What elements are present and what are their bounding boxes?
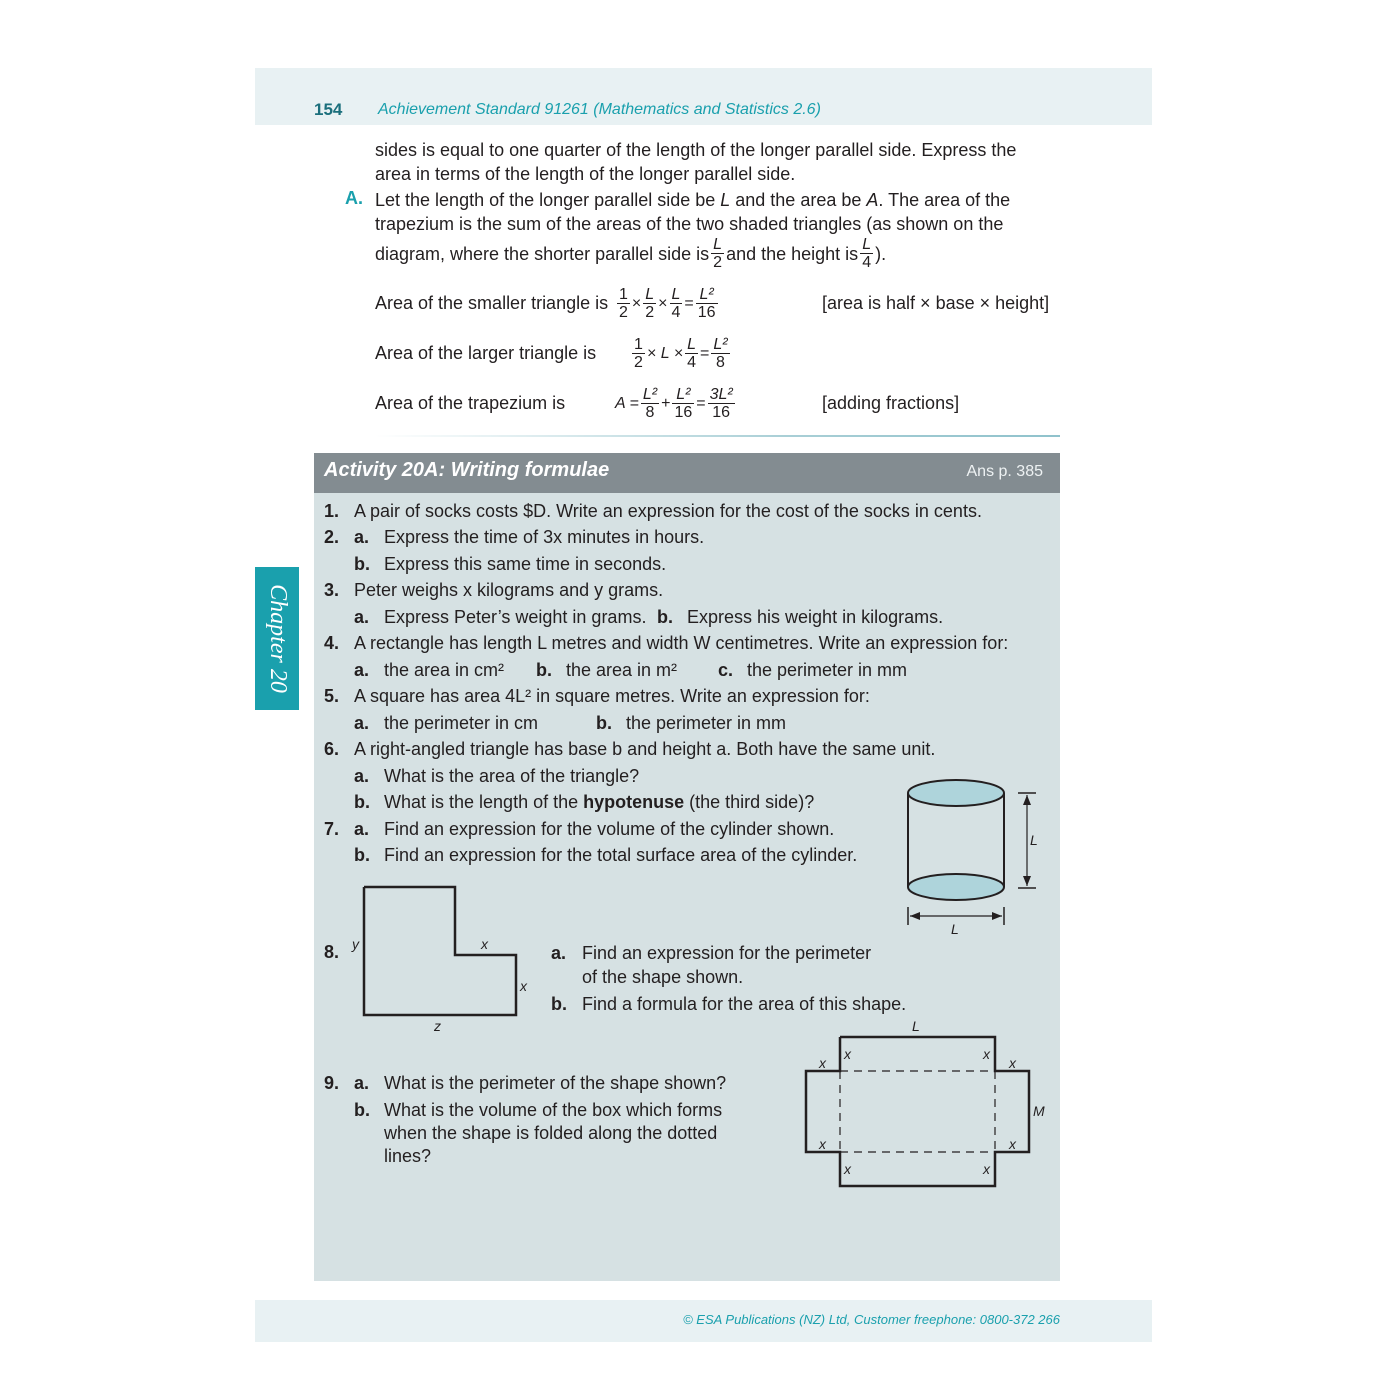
question-3-text: Peter weighs x kilograms and y grams.: [354, 580, 664, 600]
calc-label: Area of the trapezium is: [375, 393, 566, 413]
l-shape-x-right-label: x: [520, 978, 527, 994]
l-shape-x-top-label: x: [481, 936, 488, 952]
question-9b-text: What is the volume of the box which forms: [384, 1100, 723, 1120]
question-number: 5.: [324, 686, 340, 706]
lhs: A =: [615, 394, 639, 412]
denominator: 8: [645, 404, 655, 421]
cylinder-diagram: [900, 775, 1050, 935]
question-6b-text: [384, 791, 814, 813]
numerator: L²: [696, 286, 718, 304]
denominator: 16: [712, 404, 731, 421]
l-shape-diagram: [344, 883, 544, 1033]
activity-title: Activity 20A: Writing formulae: [324, 459, 610, 481]
question-2a-text: Express the time of 3x minutes in hours.: [384, 527, 705, 547]
calc-label: Area of the larger triangle is: [375, 343, 597, 363]
question-2b-text: Express this same time in seconds.: [384, 554, 667, 574]
question-number: 2.: [324, 527, 340, 547]
sub-label: a.: [354, 766, 370, 786]
fraction: [711, 236, 724, 271]
numerator: L: [687, 336, 696, 353]
sub-label: a.: [354, 607, 370, 627]
answer-line-3: [375, 236, 886, 271]
numerator: L²: [642, 386, 658, 403]
l-shape-y-label: y: [352, 936, 359, 952]
operator: ×: [658, 294, 668, 312]
denominator: 4: [671, 304, 681, 321]
question-9b-text-cont: when the shape is folded along the dotted: [384, 1123, 718, 1143]
calc-label: Area of the smaller triangle is: [375, 293, 609, 313]
numerator: L²: [672, 386, 694, 404]
question-4c-text: the perimeter in mm: [747, 660, 908, 680]
question-number: 9.: [324, 1073, 340, 1093]
sub-label: a.: [354, 527, 370, 547]
question-5b-text: the perimeter in mm: [626, 713, 787, 733]
operator: =: [684, 294, 694, 312]
svg-text:x: x: [819, 1136, 826, 1152]
svg-text:x: x: [983, 1161, 990, 1177]
numerator: L: [671, 286, 681, 303]
question-4-text: A rectangle has length L metres and width W centimetres. Write an expression for:: [354, 633, 1009, 653]
question-number: 6.: [324, 739, 340, 759]
svg-text:x: x: [983, 1046, 990, 1062]
question-number: 7.: [324, 819, 340, 839]
numerator: 1: [619, 286, 628, 303]
question-8a-text-cont: of the shape shown.: [582, 967, 744, 987]
sub-label: b.: [354, 792, 370, 812]
question-number: 4.: [324, 633, 340, 653]
svg-text:x: x: [844, 1161, 851, 1177]
text: . The area of the: [878, 190, 1011, 210]
chapter-tab: [255, 567, 299, 710]
question-9a-text: What is the perimeter of the shape shown?: [384, 1073, 727, 1093]
calc-row-trapezium: [375, 386, 737, 421]
question-1-text: A pair of socks costs $D. Write an expression for the cost of the socks in cents.: [354, 501, 982, 521]
l-shape-z-label: z: [434, 1018, 441, 1033]
answer-page-ref: Ans p. 385: [966, 463, 1043, 480]
question-7b-text: Find an expression for the total surface area of the cylinder.: [384, 845, 858, 865]
sub-label: b.: [596, 713, 612, 733]
sub-label: c.: [718, 660, 734, 680]
calc-expression: [615, 386, 737, 421]
sub-label: b.: [551, 994, 567, 1014]
sub-label: b.: [354, 554, 370, 574]
question-3a-text: Express Peter’s weight in grams.: [384, 607, 647, 627]
sub-label: a.: [354, 819, 370, 839]
question-5a-text: the perimeter in cm: [384, 713, 539, 733]
footer-band: [255, 1300, 1152, 1342]
question-4b-text: the area in m²: [566, 660, 678, 680]
svg-text:x: x: [844, 1046, 851, 1062]
question-4a-text: the area in cm²: [384, 660, 505, 680]
calc-row-larger-triangle: [375, 336, 732, 371]
svg-text:x: x: [819, 1055, 826, 1071]
numerator: L: [862, 236, 872, 253]
numerator: L²: [713, 336, 728, 353]
denominator: 2: [634, 354, 643, 371]
activity-box: [314, 453, 1060, 1281]
operator: =: [700, 344, 710, 362]
question-8a-text: Find an expression for the perimeter: [582, 943, 872, 963]
operator: +: [661, 394, 671, 412]
question-9b-text-cont: lines?: [384, 1146, 432, 1166]
box-net-L-label: L: [912, 1018, 920, 1034]
box-net-M-label: M: [1033, 1103, 1045, 1119]
page-number: 154: [314, 100, 343, 119]
sub-label: b.: [354, 1100, 370, 1120]
sub-label: a.: [354, 660, 370, 680]
numerator: L: [713, 236, 723, 253]
denominator: 4: [862, 254, 872, 271]
calc-expression: [615, 286, 720, 321]
text: What is the length of the: [384, 792, 584, 812]
calc-row-smaller-triangle: [375, 286, 720, 321]
activity-header: [314, 453, 1060, 493]
var-A: A: [866, 190, 879, 210]
answer-line-2: trapezium is the sum of the areas of the two shaded triangles (as shown on the: [375, 214, 1004, 234]
denominator: 2: [713, 254, 723, 271]
cylinder-height-label: L: [1030, 832, 1038, 848]
sub-label: a.: [354, 713, 370, 733]
var-L: L: [720, 190, 731, 210]
intro-line-2: area in terms of the length of the longer parallel side.: [375, 164, 796, 184]
operator: × L ×: [646, 344, 684, 362]
question-6-text: A right-angled triangle has base b and height a. Both have the same unit.: [354, 739, 936, 759]
operator: =: [696, 394, 706, 412]
denominator: 16: [674, 404, 693, 421]
question-3b-text: Express his weight in kilograms.: [687, 607, 944, 627]
numerator: 3L²: [709, 386, 733, 403]
denominator: 2: [645, 304, 655, 321]
numerator: L: [645, 286, 655, 303]
running-title: Achievement Standard 91261 (Mathematics and Statistics 2.6): [378, 101, 821, 118]
chapter-tab-label: Chapter 20: [264, 584, 291, 693]
question-6a-text: What is the area of the triangle?: [384, 766, 640, 786]
answer-label: A.: [345, 188, 363, 208]
question-7a-text: Find an expression for the volume of the cylinder shown.: [384, 819, 835, 839]
bold-term: hypotenuse: [583, 792, 685, 812]
sub-label: b.: [536, 660, 552, 680]
question-number: 8.: [324, 942, 340, 962]
text: and the height is: [726, 243, 859, 264]
question-8b-text: Find a formula for the area of this shape.: [582, 994, 907, 1014]
text: diagram, where the shorter parallel side is: [375, 243, 710, 264]
cylinder-width-label: L: [951, 921, 959, 935]
svg-text:x: x: [1009, 1055, 1016, 1071]
text: (the third side)?: [684, 792, 815, 812]
question-number: 1.: [324, 501, 340, 521]
text: and the area be: [730, 190, 867, 210]
intro-line-1: sides is equal to one quarter of the length of the longer parallel side. Express the: [375, 140, 1017, 160]
text: Let the length of the longer parallel side be: [375, 190, 721, 210]
denominator: 4: [687, 354, 696, 371]
answer-line-1: [375, 188, 1010, 212]
sub-label: b.: [657, 607, 673, 627]
denominator: 8: [716, 354, 725, 371]
section-divider: [375, 435, 1060, 437]
operator: ×: [631, 294, 642, 312]
sub-label: b.: [354, 845, 370, 865]
fraction: [860, 236, 873, 271]
svg-text:x: x: [1009, 1136, 1016, 1152]
footer-copyright: © ESA Publications (NZ) Ltd, Customer freephone: 0800-372 266: [683, 1312, 1060, 1327]
question-number: 3.: [324, 580, 340, 600]
denominator: 16: [697, 304, 716, 321]
calc-note: [adding fractions]: [822, 393, 960, 413]
box-net-diagram: [800, 1015, 1060, 1190]
calc-note: [area is half × base × height]: [822, 293, 1050, 313]
text: ).: [875, 243, 887, 264]
calc-expression: [630, 336, 732, 371]
denominator: 2: [619, 304, 628, 321]
question-5-text: A square has area 4L² in square metres. Write an expression for:: [354, 686, 870, 706]
sub-label: a.: [354, 1073, 370, 1093]
numerator: 1: [634, 336, 643, 353]
sub-label: a.: [551, 943, 567, 963]
